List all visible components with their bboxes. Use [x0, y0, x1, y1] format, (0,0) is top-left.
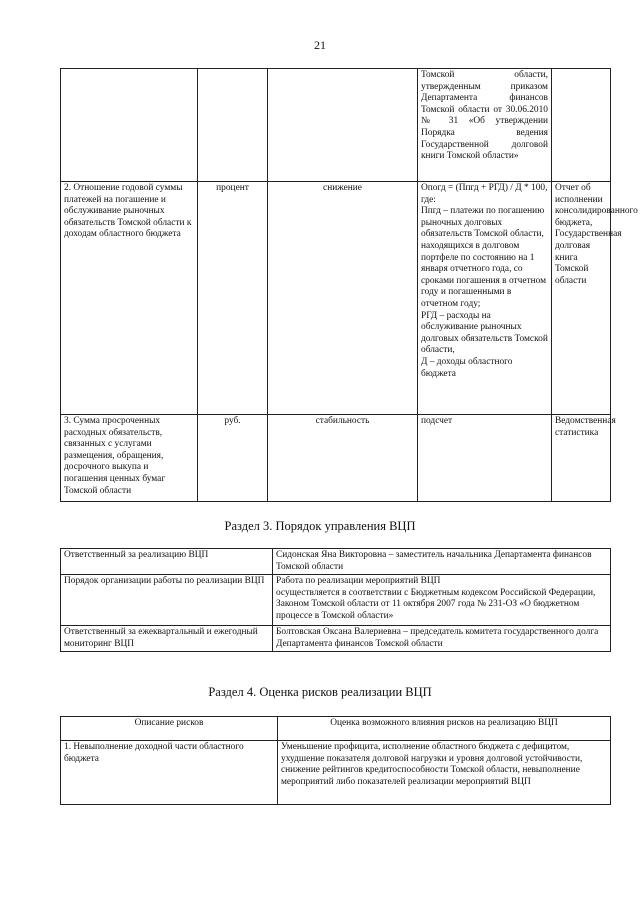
- section4-title: Раздел 4. Оценка рисков реализации ВЦП: [208, 685, 432, 699]
- management-value-cell: Работа по реализации мероприятий ВЦП осуществляется в соответствии с Бюджетным кодексом Российской Федерации, Законом Томской области от 11 октября 2007 года № 231-ОЗ «О бюджетном процессе в Томской области»: [273, 575, 611, 626]
- indicator-formula-cell: подсчет: [418, 415, 552, 502]
- page-number: 21: [314, 38, 326, 52]
- indicator-formula-cell: Опогд = (Ппгд + РГД) / Д * 100, где: Ппгд – платежи по погашению рыночных долговых обязательств Томской области, находящихся в долговом портфеле по состоянию на 1 января отчетного года, со сроками погашения в отчетном году и погашенными в отчетном году; РГД – расходы на обслуживание рыночных долговых обязательств Томской области, Д – доходы областного бюджета: [418, 182, 552, 415]
- indicator-source-cell: [552, 69, 611, 182]
- table-row: [61, 575, 611, 626]
- indicator-unit-cell: процент: [198, 182, 268, 415]
- table-row: [61, 182, 611, 415]
- management-label-cell: Ответственный за реализацию ВЦП: [61, 549, 273, 575]
- table-row: [61, 717, 611, 741]
- indicator-unit-cell: [198, 69, 268, 182]
- risk-impact-cell: Уменьшение профицита, исполнение областного бюджета с дефицитом, ухудшение показателя долговой нагрузки и уровня долговой устойчивости, снижение рейтингов кредитоспособности Томской области, невыполнение мероприятий либо показателей реализации мероприятий ВЦП: [278, 741, 611, 805]
- indicator-trend-cell: снижение: [268, 182, 418, 415]
- table-row: [61, 549, 611, 575]
- indicator-formula-cell: Томской области, утвержденным приказом Департамента финансов Томской области от 30.06.2010 № 31 «Об утверждении Порядка ведения Государственной долговой книги Томской области»: [418, 69, 552, 182]
- risks-header-left: Описание рисков: [61, 717, 278, 741]
- management-table: [60, 548, 611, 652]
- indicator-source-cell: Отчет об исполнении консолидированного бюджета, Государственная долговая книга Томской области: [552, 182, 611, 415]
- risks-header-right: Оценка возможного влияния рисков на реализацию ВЦП: [278, 717, 611, 741]
- indicator-name-cell: 2. Отношение годовой суммы платежей на погашение и обслуживание рыночных обязательств Томской области к доходам областного бюджета: [61, 182, 198, 415]
- indicator-unit-cell: руб.: [198, 415, 268, 502]
- section3-title: Раздел 3. Порядок управления ВЦП: [224, 519, 416, 533]
- table-row: [61, 415, 611, 502]
- table-row: [61, 626, 611, 652]
- risk-description-cell: 1. Невыполнение доходной части областного бюджета: [61, 741, 278, 805]
- indicator-source-cell: Ведомственная статистика: [552, 415, 611, 502]
- indicator-name-cell: [61, 69, 198, 182]
- risks-table: [60, 716, 611, 805]
- management-value-cell: Болтовская Оксана Валериевна – председатель комитета государственного долга Департамента финансов Томской области: [273, 626, 611, 652]
- management-label-cell: Порядок организации работы по реализации ВЦП: [61, 575, 273, 626]
- indicator-trend-cell: [268, 69, 418, 182]
- management-label-cell: Ответственный за ежеквартальный и ежегодный мониторинг ВЦП: [61, 626, 273, 652]
- indicators-table: [60, 68, 638, 502]
- management-value-cell: Сидонская Яна Викторовна – заместитель начальника Департамента финансов Томской области: [273, 549, 611, 575]
- indicator-name-cell: 3. Сумма просроченных расходных обязательств, связанных с услугами размещения, обращения, досрочного выкупа и погашения ценных бумаг Томской области: [61, 415, 198, 502]
- indicator-trend-cell: стабильность: [268, 415, 418, 502]
- table-row: [61, 69, 611, 182]
- table-row: [61, 741, 611, 805]
